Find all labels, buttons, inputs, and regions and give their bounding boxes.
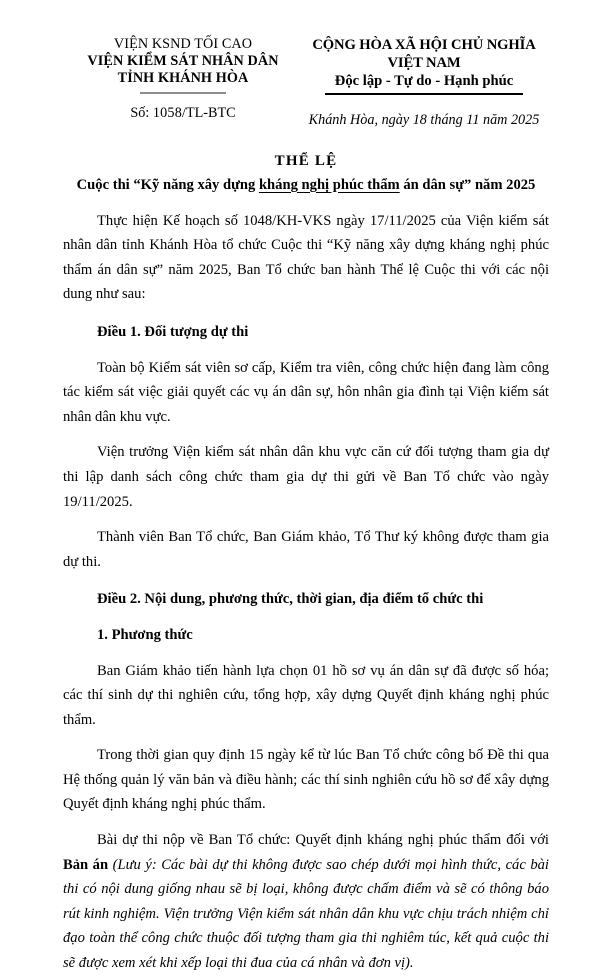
document-number [67,104,299,122]
national-heading-divider [325,93,523,95]
subtitle-part-2: án dân sự” năm 2025 [399,176,536,193]
parent-organization-name: VIỆN KSND TỐI CAO [113,36,253,52]
document-title-block [63,151,549,196]
article-2-paragraph-3 [63,828,549,976]
subtitle-part-1: Cuộc thi “Kỹ năng xây dựng [76,176,259,193]
subtitle-underlined-part: kháng nghị phúc thẩm [258,176,400,193]
organization-province: TỈNH KHÁNH HÒA [117,70,249,86]
national-heading-block [299,36,549,129]
document-number-suffix: /TL-BTC [182,105,236,121]
issuing-organization-block [63,36,299,122]
document-subtitle [63,174,549,196]
organization-name: VIỆN KIỂM SÁT NHÂN DÂN [87,53,279,69]
document-title: THỂ LỆ [274,152,338,169]
note-text: (Lưu ý: Các bài dự thi không được sao chép dưới mọi hình thức, các bài thi có nội dung giống nhau sẽ bị loại, không được chấm điểm và sẽ có thông báo rút kinh nghiệm. Viện trưởng Viện kiểm sát nhân dân khu vực chịu trách nhiệm chỉ đạo toàn thể công chức thuộc đối tượng tham gia thi nghiêm túc, kết quả cuộc thi sẽ được xem xét khi xếp loại thi đua của cá nhân và đơn vị). [63,856,549,972]
organization-divider [140,92,226,94]
country-name: CỘNG HÒA XÃ HỘI CHỦ NGHĨA VIỆT NAM [312,37,536,71]
document-number-label: Số: [130,105,150,121]
place-and-date: Khánh Hòa, ngày 18 tháng 11 năm 2025 [308,111,540,128]
article-1-heading: Điều 1. Đối tượng dự thi [97,323,249,340]
national-motto: Độc lập - Tự do - Hạnh phúc [334,73,514,89]
judgment-term: Bản án [63,856,109,873]
article-2-subheading-1: 1. Phương thức [97,626,193,643]
intro-paragraph: Thực hiện Kế hoạch số 1048/KH-VKS ngày 17/11/2025 của Viện kiểm sát nhân dân tỉnh Khánh Hòa tổ chức Cuộc thi “Kỹ năng xây dựng kháng nghị phúc thẩm án dân sự” năm 2025, Ban Tổ chức ban hành Thể lệ Cuộc thi với các nội dung như sau: [63,212,549,303]
document-body [63,209,549,976]
submission-text: Bài dự thi nộp về Ban Tổ chức: Quyết định kháng nghị phúc thẩm đối với [97,832,549,849]
document-header [63,0,549,129]
article-2-paragraph-2: Trong thời gian quy định 15 ngày kể từ lúc Ban Tổ chức công bố Đề thi qua Hệ thống quản lý văn bản và điều hành; các thí sinh nghiên cứu hồ sơ để xây dựng Quyết định kháng nghị phúc thẩm. [63,747,549,813]
article-2-paragraph-1: Ban Giám khảo tiến hành lựa chọn 01 hồ sơ vụ án dân sự đã được số hóa; các thí sinh dự thi nghiên cứu, tổng hợp, xây dựng Quyết định kháng nghị phúc thẩm. [63,662,549,728]
document-number-value: 1058 [152,105,183,121]
article-1-paragraph-1: Toàn bộ Kiểm sát viên sơ cấp, Kiểm tra viên, công chức hiện đang làm công tác kiểm sát việc giải quyết các vụ án dân sự, hôn nhân gia đình tại Viện kiểm sát nhân dân khu vực. [63,359,549,425]
article-1-paragraph-3: Thành viên Ban Tổ chức, Ban Giám khảo, Tổ Thư ký không được tham gia dự thi. [63,529,549,570]
article-2-heading: Điều 2. Nội dung, phương thức, thời gian, địa điểm tổ chức thi [97,591,484,608]
article-1-paragraph-2: Viện trưởng Viện kiểm sát nhân dân khu vực căn cứ đối tượng tham gia dự thi lập danh sách công chức tham gia dự thi gửi về Ban Tổ chức vào ngày 19/11/2025. [63,444,549,510]
